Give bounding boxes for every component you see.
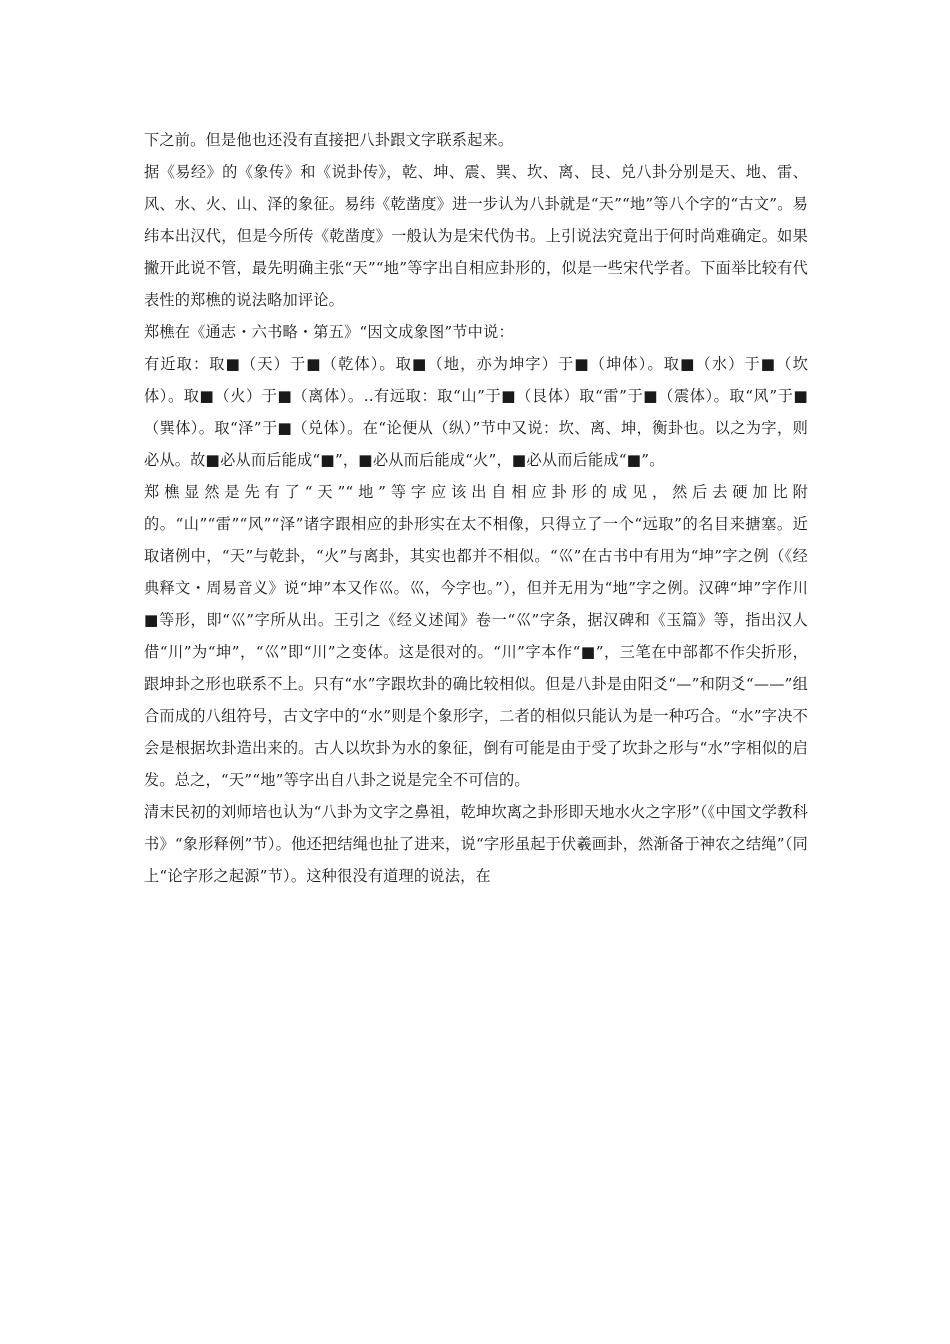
paragraph-2: 据《易经》的《象传》和《说卦传》，乾、坤、震、巽、坎、离、艮、兑八卦分别是天、地、雷、风、水、火、山、泽的象征。易纬《乾凿度》进一步认为八卦就是“天”“地”等八个字的“古文”。易纬本出汉代，但是今所传《乾凿度》一般认为是宋代伪书。上引说法究竟出于何时尚难确定。如果撇开此说不管，最先明确主张“天”“地”等字出自相应卦形的，似是一些宋代学者。下面举比较有代表性的郑樵的说法略加评论。 xyxy=(144,163,808,309)
paragraph-4: 有近取：取■（天）于■（乾体）。取■（地，亦为坤字）于■（坤体）。取■（水）于■（坎体）。取■（火）于■（离体）。..有远取：取“山”于■（艮体）取“雷”于■（震体）。取“风”于■（巽体）。取“泽”于■（兑体）。在“论便从（纵）”节中又说：坎、离、坤，衡卦也。以之为字，则必从。故■必从而后能成“■”，■必从而后能成“火”，■必从而后能成“■”。 xyxy=(144,355,808,469)
document-body xyxy=(144,124,808,892)
paragraph-1: 下之前。但是他也还没有直接把八卦跟文字联系起来。 xyxy=(144,131,514,149)
paragraph-6: 清末民初的刘师培也认为“八卦为文字之鼻祖，乾坤坎离之卦形即天地水火之字形”（《中国文学教科书》“象形释例”节）。他还把结绳也扯了进来，说“字形虽起于伏羲画卦，然渐备于神农之结绳”（同上“论字形之起源”节）。这种很没有道理的说法，在 xyxy=(144,803,808,885)
paragraph-3: 郑樵在《通志・六书略・第五》“因文成象图”节中说： xyxy=(144,323,514,341)
paragraph-5: 郑樵显然是先有了“天”“地”等字应该出自相应卦形的成见，然后去硬加比附的。“山”“雷”“风”“泽”诸字跟相应的卦形实在太不相像，只得立了一个“远取”的名目来搪塞。近取诸例中，“天”与乾卦，“火”与离卦，其实也都并不相似。“巛”在古书中有用为“坤”字之例（《经典释文・周易音义》说“坤”本又作巛。巛，今字也。”），但并无用为“地”字之例。汉碑“坤”字作川■等形，即“巛”字所从出。王引之《经义述闻》卷一“巛”字条，据汉碑和《玉篇》等，指出汉人借“川”为“坤”，“巛”即“川”之变体。这是很对的。“川”字本作“■”，三笔在中部都不作尖折形，跟坤卦之形也联系不上。只有“水”字跟坎卦的确比较相似。但是八卦是由阳爻“—”和阴爻“——”组合而成的八组符号，古文字中的“水”则是个象形字，二者的相似只能认为是一种巧合。“水”字决不会是根据坎卦造出来的。古人以坎卦为水的象征，倒有可能是由于受了坎卦之形与“水”字相似的启发。总之，“天”“地”等字出自八卦之说是完全不可信的。 xyxy=(144,483,808,789)
